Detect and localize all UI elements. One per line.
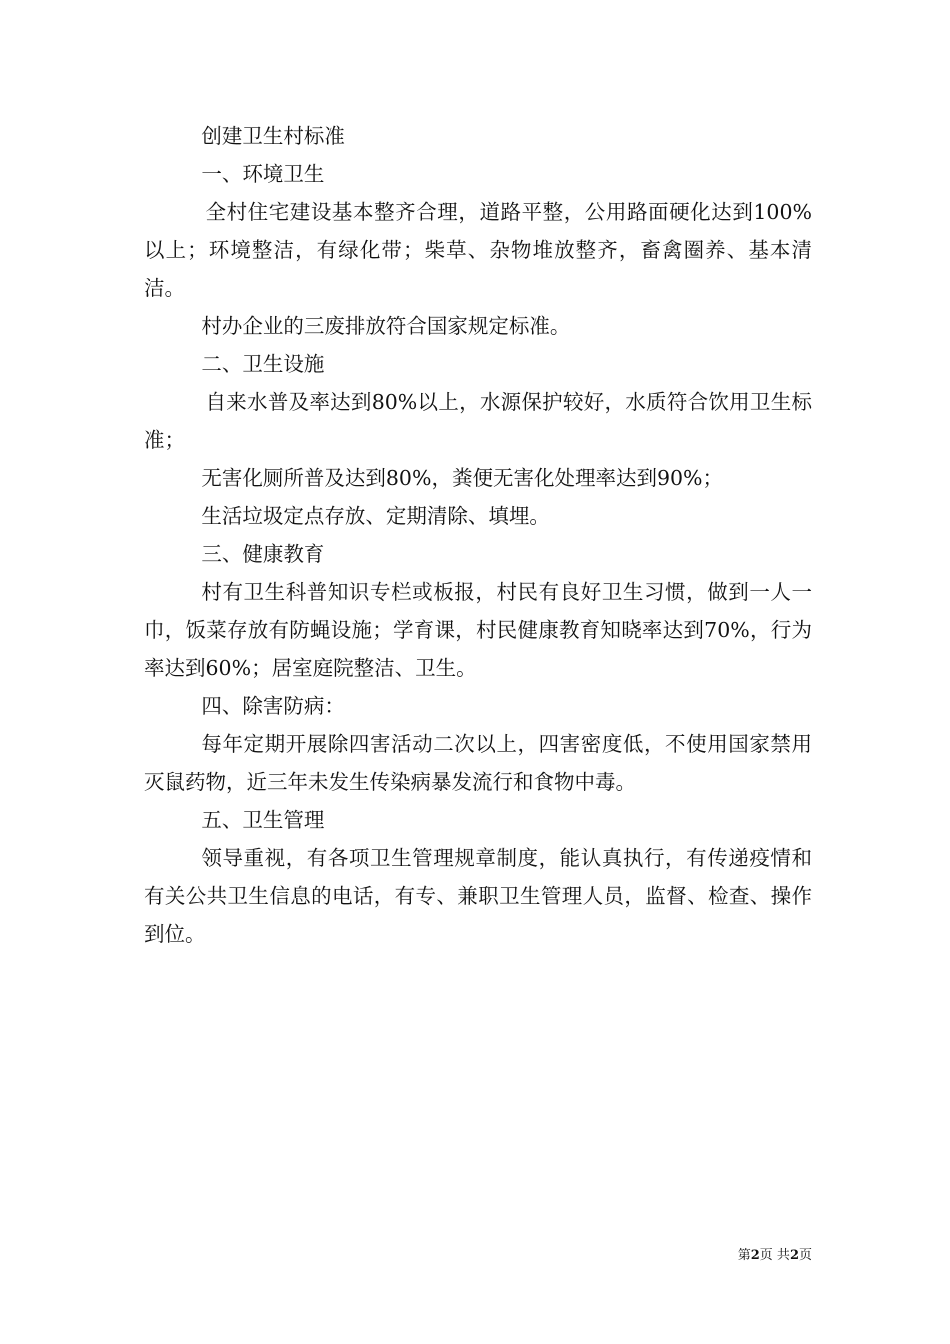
footer-suffix: 页 — [798, 1248, 812, 1263]
section-heading-pest-control: 四、除害防病： — [201, 694, 345, 718]
footer-middle: 页 共 — [759, 1248, 790, 1263]
document-body — [144, 117, 812, 953]
paragraph-pest-control: 每年定期开展除四害活动二次以上，四害密度低，不使用国家禁用灭鼠药物，近三年未发生传染病暴发流行和食物中毒。 — [144, 732, 812, 794]
paragraph-enterprise-waste: 村办企业的三废排放符合国家规定标准。 — [201, 314, 571, 338]
footer-total-pages: 2 — [789, 1248, 799, 1263]
paragraph-garbage: 生活垃圾定点存放、定期清除、填埋。 — [201, 504, 550, 528]
document-title: 创建卫生村标准 — [201, 124, 345, 148]
page-footer — [0, 1247, 812, 1265]
footer-prefix: 第 — [737, 1248, 751, 1263]
section-heading-facilities: 二、卫生设施 — [201, 352, 325, 376]
paragraph-management: 领导重视，有各项卫生管理规章制度，能认真执行，有传递疫情和有关公共卫生信息的电话，有专、兼职卫生管理人员，监督、检查、操作到位。 — [144, 846, 812, 946]
paragraph-toilets: 无害化厕所普及达到80%，粪便无害化处理率达到90%； — [201, 466, 724, 490]
section-heading-management: 五、卫生管理 — [201, 808, 325, 832]
section-heading-education: 三、健康教育 — [201, 542, 325, 566]
paragraph-water-supply: 自来水普及率达到80%以上，水源保护较好，水质符合饮用卫生标准； — [144, 390, 812, 452]
paragraph-environment-housing: 全村住宅建设基本整齐合理，道路平整，公用路面硬化达到100%以上；环境整洁，有绿化带；柴草、杂物堆放整齐，畜禽圈养、基本清洁。 — [144, 200, 812, 300]
section-heading-environment: 一、环境卫生 — [201, 162, 325, 186]
footer-page-number: 2 — [750, 1248, 760, 1263]
paragraph-health-education: 村有卫生科普知识专栏或板报，村民有良好卫生习惯，做到一人一巾，饭菜存放有防蝇设施；学育课，村民健康教育知晓率达到70%，行为率达到60%；居室庭院整洁、卫生。 — [144, 580, 812, 680]
